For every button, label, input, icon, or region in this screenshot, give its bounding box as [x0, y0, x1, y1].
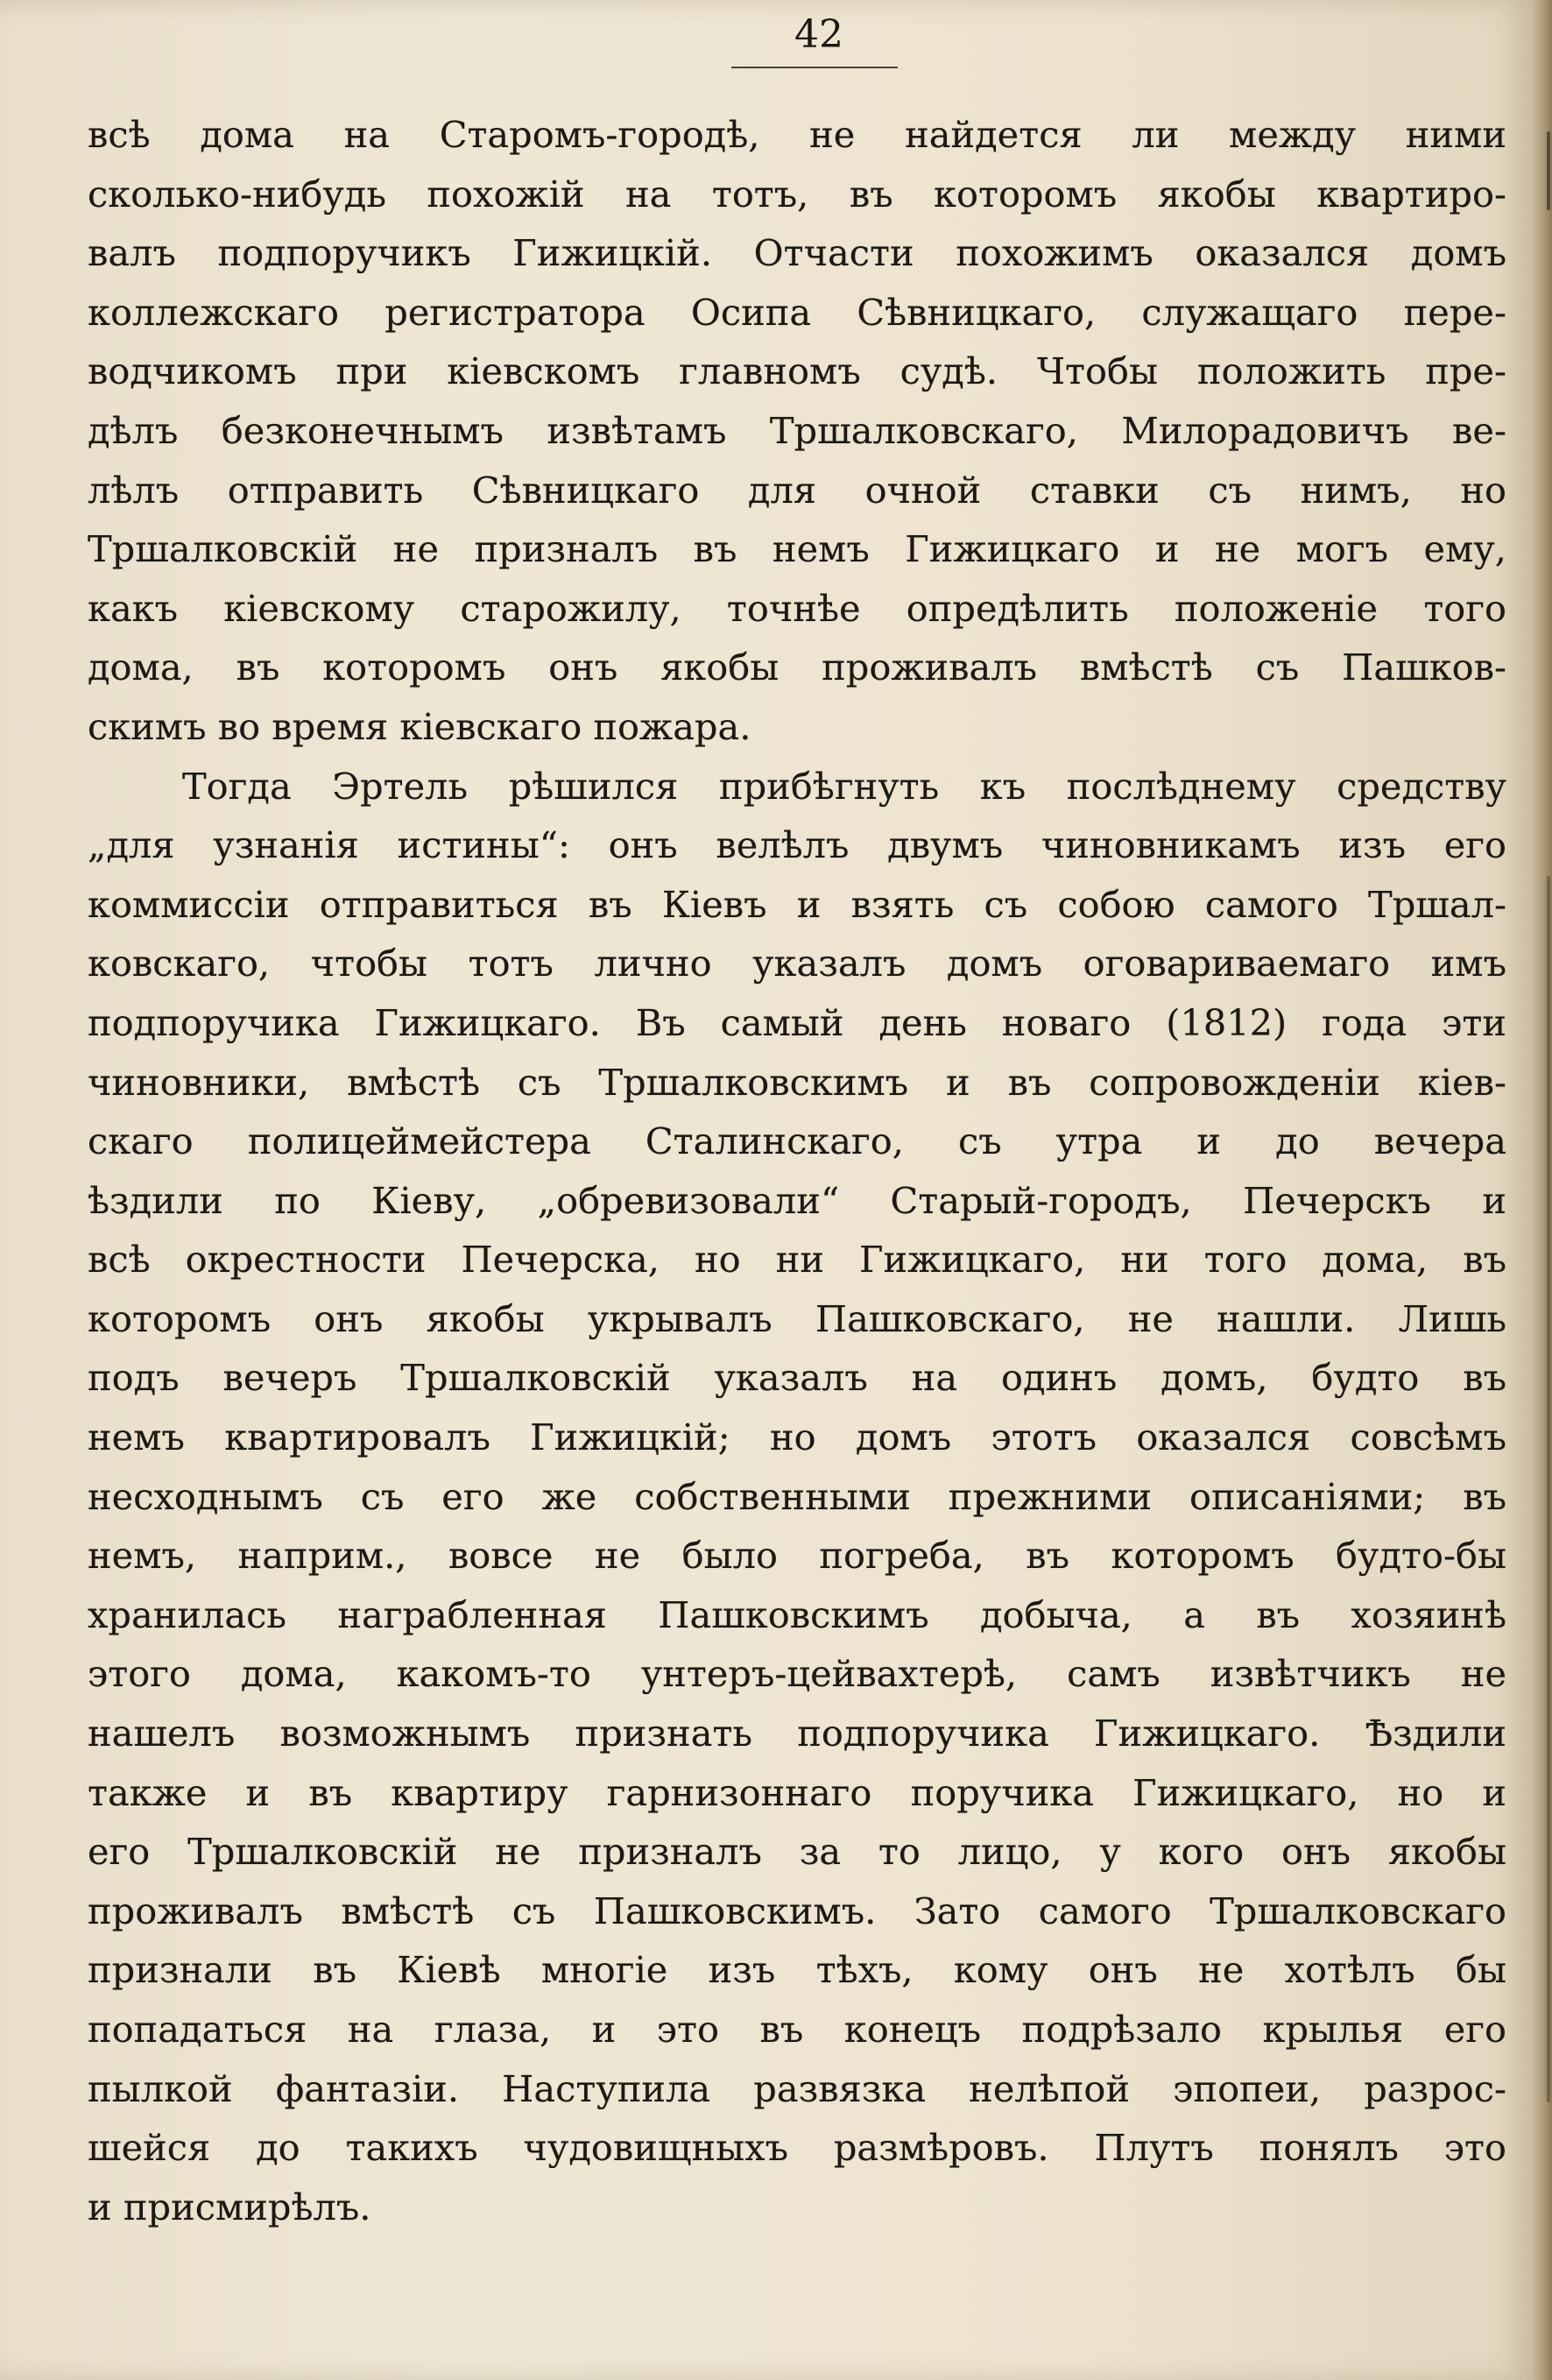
text-line: хранилась награбленная Пашковскимъ добыча, а въ хозяинѣ — [88, 1593, 1506, 1636]
text-line: какъ кіевскому старожилу, точнѣе опредѣлить положеніе того — [88, 586, 1506, 630]
edge-mark — [1547, 131, 1550, 210]
text-line: также и въ квартиру гарнизоннаго поручика Гижицкаго, но и — [88, 1770, 1506, 1814]
text-line: признали въ Кіевѣ многіе изъ тѣхъ, кому онъ не хотѣлъ бы — [88, 1948, 1506, 1992]
text-line: ѣздили по Кіеву, „обревизовали“ Старый-городъ, Печерскъ и — [88, 1178, 1506, 1222]
text-line: и присмирѣлъ. — [88, 2185, 371, 2228]
text-line: коллежскаго регистратора Осипа Сѣвницкаго, служащаго пере- — [88, 290, 1506, 334]
paragraph-1 — [88, 105, 1506, 757]
text-line: чиновники, вмѣстѣ съ Тршалковскимъ и въ сопровожденіи кіев- — [88, 1060, 1506, 1104]
text-line: нашелъ возможнымъ признать подпоручика Гижицкаго. Ѣздили — [88, 1712, 1506, 1755]
text-line: подпоручика Гижицкаго. Въ самый день новаго (1812) года эти — [88, 1000, 1506, 1044]
text-line: ковскаго, чтобы тотъ лично указалъ домъ оговариваемаго имъ — [88, 942, 1506, 985]
text-line: немъ квартировалъ Гижицкій; но домъ этотъ оказался совсѣмъ — [88, 1416, 1506, 1459]
paragraph-2 — [88, 757, 1506, 2237]
text-line: дома, въ которомъ онъ якобы проживалъ вмѣстѣ съ Пашков- — [88, 646, 1506, 689]
text-line: его Тршалковскій не призналъ за то лицо, у кого онъ якобы — [88, 1830, 1506, 1874]
text-line: которомъ онъ якобы укрывалъ Пашковскаго, не нашли. Лишь — [88, 1296, 1506, 1340]
text-line: пылкой фантазіи. Наступила развязка нелѣпой эпопеи, разрос- — [88, 2066, 1506, 2110]
text-line: скаго полицеймейстера Сталинскаго, съ утра и до вечера — [88, 1119, 1506, 1163]
text-line: валъ подпоручикъ Гижицкій. Отчасти похожимъ оказался домъ — [88, 231, 1506, 275]
text-line: подъ вечеръ Тршалковскій указалъ на одинъ домъ, будто въ — [88, 1356, 1506, 1400]
text-line: немъ, наприм., вовсе не было погреба, въ которомъ будто-бы — [88, 1534, 1506, 1578]
page-edge — [1533, 0, 1552, 2380]
text-line: Тршалковскій не призналъ въ немъ Гижицкаго и не могъ ему, — [88, 527, 1506, 571]
text-line: сколько-нибудь похожій на тотъ, въ которомъ якобы квартиро- — [88, 172, 1506, 215]
edge-mark — [1547, 876, 1550, 2102]
text-line: всѣ окрестности Печерска, но ни Гижицкаго, ни того дома, въ — [88, 1238, 1506, 1282]
text-line: всѣ дома на Старомъ-городѣ, не найдется ли между ними — [88, 113, 1506, 156]
page-number: 42 — [794, 12, 843, 57]
page-number-rule — [731, 67, 898, 68]
text-line: этого дома, какомъ-то унтеръ-цейвахтерѣ, самъ извѣтчикъ не — [88, 1652, 1506, 1696]
text-line: водчикомъ при кіевскомъ главномъ судѣ. Чтобы положить пре- — [88, 350, 1506, 393]
text-line: коммиссіи отправиться въ Кіевъ и взять съ собою самого Тршал- — [88, 882, 1506, 926]
text-line: скимъ во время кіевскаго пожара. — [88, 704, 751, 748]
text-line: шейся до такихъ чудовищныхъ размѣровъ. Плутъ понялъ это — [88, 2126, 1506, 2170]
text-line: проживалъ вмѣстѣ съ Пашковскимъ. Зато самого Тршалковскаго — [88, 1889, 1506, 1932]
text-line: попадаться на глаза, и это въ конецъ подрѣзало крылья его — [88, 2008, 1506, 2051]
text-line: Тогда Эртель рѣшился прибѣгнуть къ послѣднему средству — [182, 764, 1506, 808]
text-line: дѣлъ безконечнымъ извѣтамъ Тршалковскаго, Милорадовичъ ве- — [88, 408, 1506, 452]
text-line: лѣлъ отправить Сѣвницкаго для очной ставки съ нимъ, но — [88, 468, 1506, 512]
text-line: „для узнанія истины“: онъ велѣлъ двумъ чиновникамъ изъ его — [88, 823, 1506, 867]
page-body — [88, 105, 1506, 2236]
text-line: несходнымъ съ его же собственными прежними описаніями; въ — [88, 1474, 1506, 1518]
